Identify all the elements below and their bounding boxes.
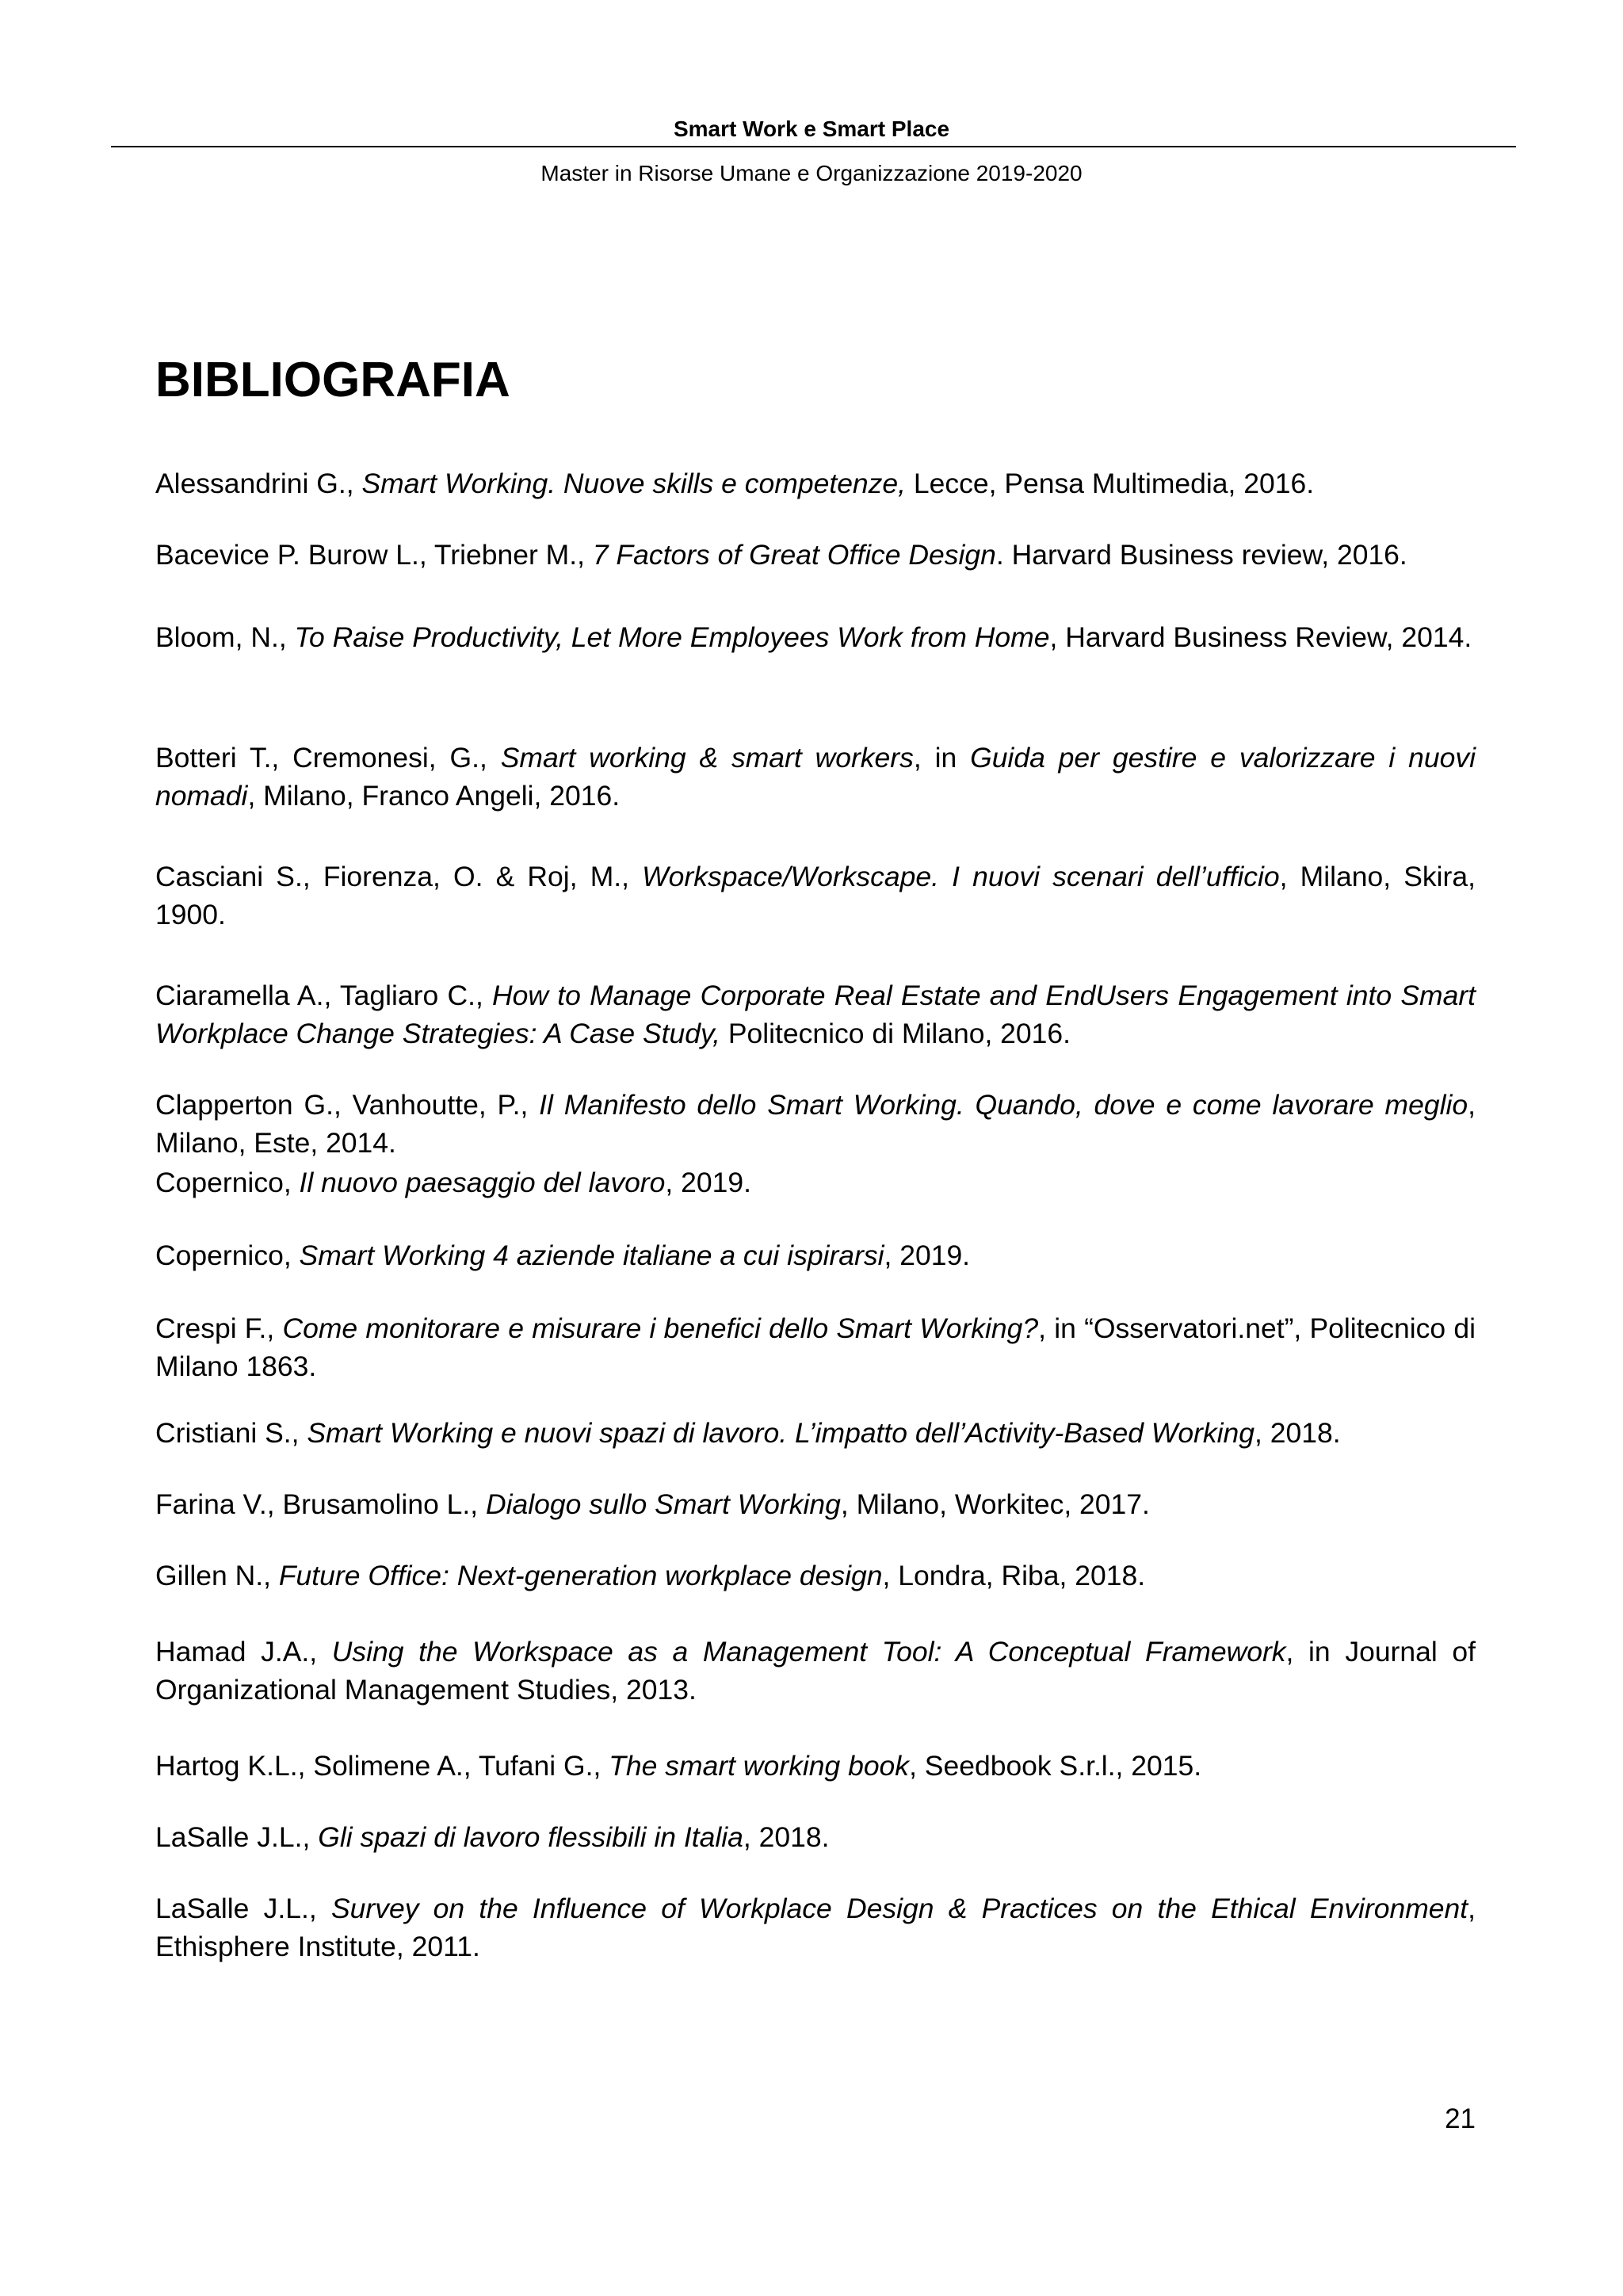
bibliography-entry: Hamad J.A., Using the Workspace as a Management Tool: A Conceptual Framework, in Journal of Organizational Management Studies, 2013. [155, 1636, 1476, 1706]
bibliography-entry: Farina V., Brusamolino L., Dialogo sullo Smart Working, Milano, Workitec, 2017. [155, 1488, 1150, 1520]
bibliography-entry: Hartog K.L., Solimene A., Tufani G., The smart working book, Seedbook S.r.l., 2015. [155, 1750, 1202, 1782]
running-header-subtitle: Master in Risorse Umane e Organizzazione 2019-2020 [540, 161, 1083, 185]
bibliography-entry: Casciani S., Fiorenza, O. & Roj, M., Workspace/Workscape. I nuovi scenari dell’ufficio, Milano, Skira, 1900. [155, 861, 1476, 930]
bibliography-entry: LaSalle J.L., Survey on the Influence of Workplace Design & Practices on the Ethical Environment, Ethisphere Institute, 2011. [155, 1893, 1476, 1962]
bibliography-entry: Bloom, N., To Raise Productivity, Let More Employees Work from Home, Harvard Business Review, 2014. [155, 621, 1472, 653]
page-title: BIBLIOGRAFIA [155, 353, 510, 407]
bibliography-entry: Copernico, Smart Working 4 aziende italiane a cui ispirarsi, 2019. [155, 1240, 971, 1271]
bibliography-entry: Bacevice P. Burow L., Triebner M., 7 Factors of Great Office Design. Harvard Business review, 2016. [155, 539, 1407, 571]
running-header-title: Smart Work e Smart Place [673, 117, 950, 141]
bibliography-entry: Alessandrini G., Smart Working. Nuove skills e competenze, Lecce, Pensa Multimedia, 2016. [155, 468, 1315, 499]
bibliography-entry: LaSalle J.L., Gli spazi di lavoro flessibili in Italia, 2018. [155, 1821, 830, 1853]
page-number: 21 [1445, 2103, 1476, 2134]
header-divider [111, 146, 1516, 147]
bibliography-entry: Cristiani S., Smart Working e nuovi spazi di lavoro. L’impatto dell’Activity-Based Working, 2018. [155, 1417, 1341, 1449]
bibliography-entry: Gillen N., Future Office: Next-generation workplace design, Londra, Riba, 2018. [155, 1560, 1146, 1591]
bibliography-entry: Clapperton G., Vanhoutte, P., Il Manifesto dello Smart Working. Quando, dove e come lavorare meglio, Milano, Este, 2014. [155, 1089, 1476, 1159]
bibliography-entry: Botteri T., Cremonesi, G., Smart working & smart workers, in Guida per gestire e valorizzare i nuovi nomadi, Milano, Franco Angeli, 2016. [155, 742, 1476, 812]
bibliography-entry: Crespi F., Come monitorare e misurare i benefici dello Smart Working?, in “Osservatori.net”, Politecnico di Milano 1863. [155, 1312, 1476, 1382]
bibliography-entry: Ciaramella A., Tagliaro C., How to Manage Corporate Real Estate and EndUsers Engagement into Smart Workplace Change Strategies: A Case Study, Politecnico di Milano, 2016. [155, 980, 1476, 1049]
bibliography-entry: Copernico, Il nuovo paesaggio del lavoro, 2019. [155, 1167, 751, 1198]
